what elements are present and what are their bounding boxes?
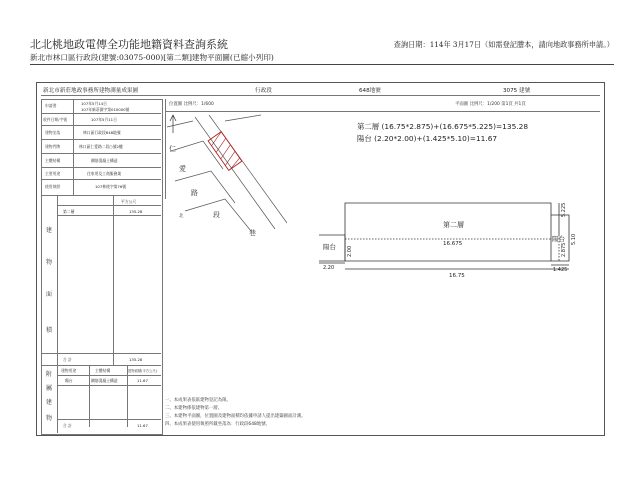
north-label: 北 [179,214,184,219]
annex-row-structure: 鋼筋混凝土構造 [91,378,118,383]
annex-header-use: 建物用途 [61,368,77,373]
plan-header-line [285,111,600,112]
annex-side-char: 建 [46,399,53,406]
note-line: 一、本成果表依區建物登記為限。 [165,398,231,403]
site-label: 巷 [249,229,256,237]
dim-bottom-width: 16.75 [449,273,465,279]
area-side-char: 積 [46,327,53,334]
dim-left-small: 2.20 [323,265,335,271]
dim-right-small: 1.425 [553,267,568,273]
area-side-char: 建 [46,227,53,234]
site-label: 仁 [169,145,176,153]
annex-header-structure: 主體結構 [95,368,111,373]
annex-total-label: 合 計 [63,423,72,428]
site-label: 路 [191,189,198,197]
building-number: 3075 建號 [503,88,531,94]
area-total-value: 135.28 [129,357,143,362]
area-formula-balcony: 陽台 (2.20*2.00)+(1.425*5.10)=11.67 [357,134,498,143]
annex-side-char: 附 [46,371,53,378]
note-line: 四、本成果表使用執照所載坐落為：行政段648地號。 [165,422,270,427]
area-row-value: 135.28 [129,209,143,214]
site-map-scale: 位置圖 比例尺：1/600 [169,102,214,107]
dim-top-width: 16.675 [443,241,463,247]
area-side-char: 物 [46,259,53,266]
area-side-char: 面 [46,291,53,298]
info-label-address: 建物門牌 [45,144,61,149]
dim-h4: 5.10 [571,233,577,245]
annex-row-area: 11.67 [137,378,148,383]
query-date: 查詢日期：114年 3月17日（如需登記謄本，請向地政事務所申請。） [393,40,614,49]
survey-document [36,82,605,436]
info-label-structure: 主體結構 [45,158,61,163]
info-label-license: 使用執照 [45,184,61,189]
dim-h1: 5.225 [561,202,567,217]
plan-balcony-left-label: 陽台 [323,243,336,251]
lot-number: 648地號 [359,88,381,94]
info-label-apply: 申請書 [45,103,57,108]
annex-side-char: 物 [46,415,53,422]
site-label: 愛 [179,165,186,173]
plan-room-label: 第二層 [443,221,464,229]
info-value-received: 107年5月11日 [91,117,117,122]
dim-h2: 2.875 [561,242,567,257]
info-value-apply: 107年5月14日 107年新莊測字第010000號 [81,101,130,112]
plan-balcony-right-label: 陽台 [552,235,565,243]
north-arrow-icon [170,115,176,133]
info-value-structure: 鋼筋混凝土構造 [91,158,118,163]
page-title: 北北桃地政電傳全功能地籍資料查詢系統 [30,38,228,51]
info-label-location: 建物坐落 [45,130,61,135]
plan-scale: 平面圖 比例尺：1/200 第1頁 共1頁 [455,102,526,107]
site-location-map [165,111,287,239]
section-name: 行政段 [255,88,272,94]
annex-row-use: 陽台 [65,378,73,383]
annex-side-char: 屬 [46,385,53,392]
document-subtitle: 新北市林口區行政段(建號:03075-000)[第二類]建物平面圖(已縮小列印) [30,53,274,62]
annex-total-value: 11.67 [137,423,148,428]
annex-header-area: 建物面積(平方公尺) [128,369,157,373]
info-value-address: 林口區仁愛路二段○號2樓 [79,144,123,149]
office-title: 新北市新莊地政事務所建物測量成果圖 [43,88,139,94]
area-row-name: 第二層 [63,209,75,214]
dim-h3: 2.00 [347,245,353,257]
info-label-received: 收件日期/字號 [43,117,68,122]
area-header: 平方公尺 [121,199,137,204]
header-divider [30,64,614,65]
note-line: 二、本建物係依建物第一層。 [165,406,223,411]
info-value-location: 林口區行政段648地號 [83,130,121,135]
site-label: 段 [213,211,220,219]
info-value-use: 住家用及工商服務業 [87,171,122,176]
title-row-line [41,95,600,96]
area-total-label: 合 計 [63,357,72,362]
info-value-license: 107林使字第76號 [95,184,127,189]
info-label-use: 主要用途 [45,171,61,176]
note-line: 三、本建物平面圖，位置圖及建物面積均依據申請人提出建築圖面計測。 [165,414,306,419]
area-formula-floor: 第二層 (16.75*2.875)+(16.675*5.225)=135.28 [357,122,529,131]
floor-plan [315,183,577,279]
